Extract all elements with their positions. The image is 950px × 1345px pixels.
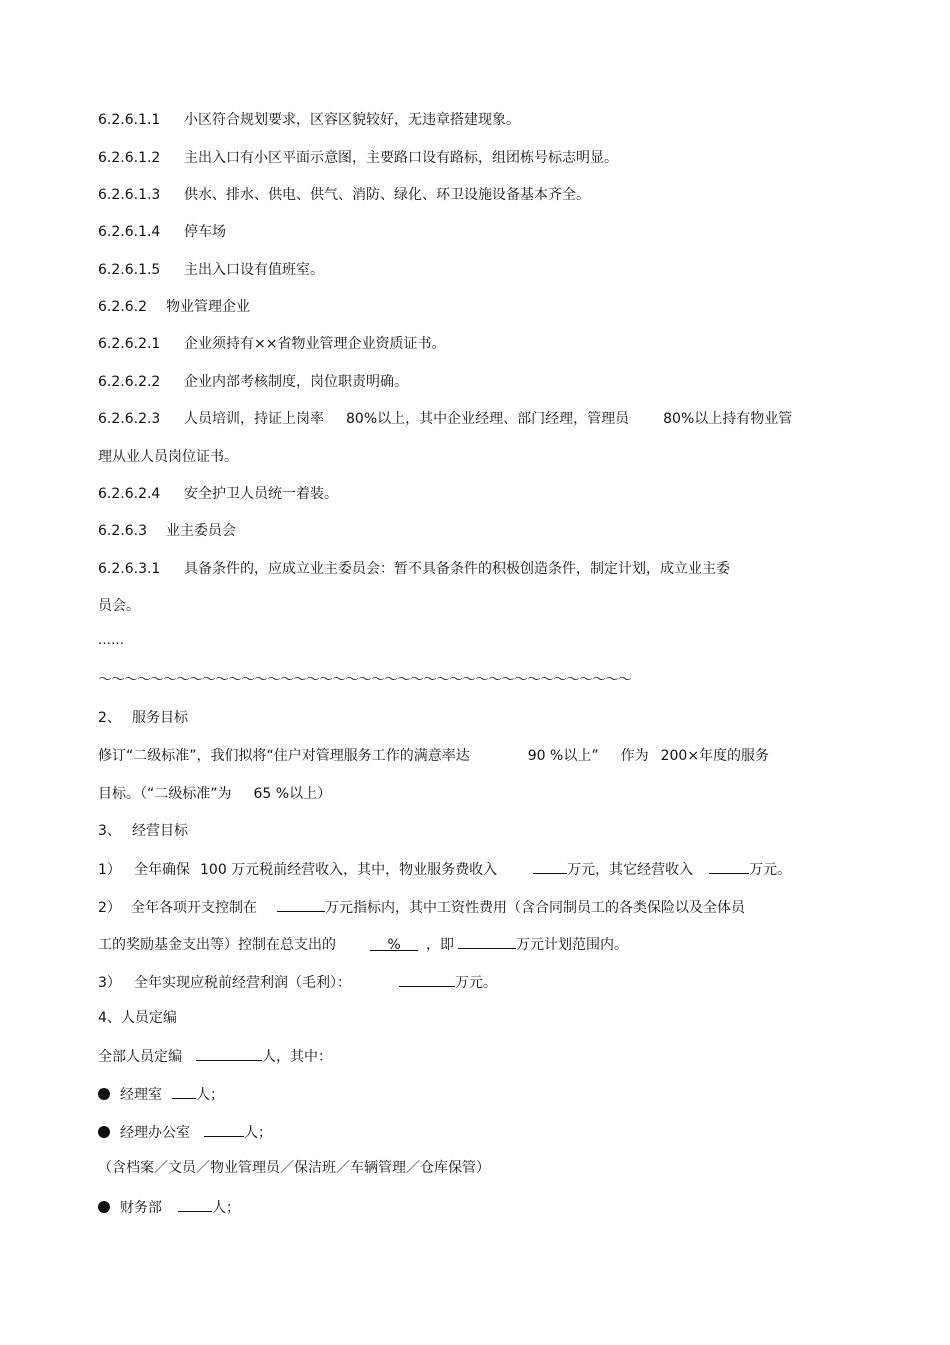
staffing-finance: 财务部 人； [98, 1197, 240, 1217]
clause-6-2-6-1-5: 6.2.6.1.5 主出入口设有值班室。 [98, 262, 324, 278]
ellipsis: …… [98, 633, 124, 648]
section-4-title: 4、人员定编 [98, 1010, 177, 1026]
staffing-general-office: 经理办公室 人； [98, 1122, 272, 1142]
blank-field[interactable] [277, 897, 325, 912]
service-goal-line-1: 修订“二级标准”，我们拟将“住户对管理服务工作的满意率达 90 %以上” 作为 200×年度的服务 [98, 748, 770, 764]
operating-goal-2-cont: 工的奖励基金支出等）控制在总支出的 % ，即 万元计划范围内。 [98, 934, 628, 954]
blank-field[interactable] [196, 1046, 262, 1061]
blank-field[interactable] [172, 1084, 196, 1099]
clause-6-2-6-1-2: 6.2.6.1.2 主出入口有小区平面示意图，主要路口设有路标，组团栋号标志明显。 [98, 150, 618, 166]
clause-6-2-6-2: 6.2.6.2 物业管理企业 [98, 299, 250, 315]
operating-goal-1: 1） 全年确保 100 万元税前经营收入，其中，物业服务费收入 万元，其它经营收入 万元。 [98, 859, 791, 879]
clause-6-2-6-2-4: 6.2.6.2.4 安全护卫人员统一着装。 [98, 486, 338, 502]
section-3-title: 3、 经营目标 [98, 823, 188, 839]
clause-6-2-6-1-4: 6.2.6.1.4 停车场 [98, 224, 226, 240]
blank-field[interactable] [533, 859, 567, 874]
clause-6-2-6-3-1: 6.2.6.3.1 具备条件的，应成立业主委员会：暂不具备条件的积极创造条件，制定计划，成立业主委 [98, 561, 730, 577]
general-office-note: （含档案／文员／物业管理员／保洁班／车辆管理／仓库保管） [98, 1160, 490, 1176]
clause-6-2-6-2-2: 6.2.6.2.2 企业内部考核制度，岗位职责明确。 [98, 374, 408, 390]
clause-6-2-6-3: 6.2.6.3 业主委员会 [98, 523, 236, 539]
clause-6-2-6-2-1: 6.2.6.2.1 企业须持有××省物业管理企业资质证书。 [98, 336, 446, 352]
operating-goal-3: 3） 全年实现应税前经营利润（毛利）： 万元。 [98, 972, 497, 992]
blank-field[interactable] [458, 934, 516, 949]
clause-6-2-6-1-3: 6.2.6.1.3 供水、排水、供电、供气、消防、绿化、环卫设施设备基本齐全。 [98, 187, 590, 203]
clause-6-2-6-2-3: 6.2.6.2.3 人员培训，持证上岗率 80%以上，其中企业经理、部门经理，管理员 80%以上持有物业管 [98, 411, 793, 427]
service-goal-line-2: 目标。（“二级标准”为 65 %以上） [98, 786, 332, 802]
blank-field[interactable] [204, 1122, 244, 1137]
staffing-total: 全部人员定编 人，其中： [98, 1046, 332, 1066]
percent-blank[interactable]: % [370, 936, 418, 951]
blank-field[interactable] [178, 1197, 212, 1212]
section-2-title: 2、 服务目标 [98, 710, 188, 726]
bullet-icon [98, 1201, 110, 1213]
clause-6-2-6-2-3-cont: 理从业人员岗位证书。 [98, 449, 238, 465]
blank-field[interactable] [399, 972, 455, 987]
operating-goal-2: 2） 全年各项开支控制在 万元指标内，其中工资性费用（含合同制员工的各类保险以及全体员 [98, 897, 745, 917]
tilde-divider: ～～～～～～～～～～～～～～～～～～～～～～～～～～～～～～～～～～～～～～～～～ [98, 672, 631, 688]
clause-6-2-6-3-1-cont: 员会。 [98, 598, 140, 614]
staffing-manager-office: 经理室 人； [98, 1084, 224, 1104]
bullet-icon [98, 1126, 110, 1138]
bullet-icon [98, 1088, 110, 1100]
clause-6-2-6-1-1: 6.2.6.1.1 小区符合规划要求，区容区貌较好，无违章搭建现象。 [98, 112, 520, 128]
blank-field[interactable] [709, 859, 749, 874]
